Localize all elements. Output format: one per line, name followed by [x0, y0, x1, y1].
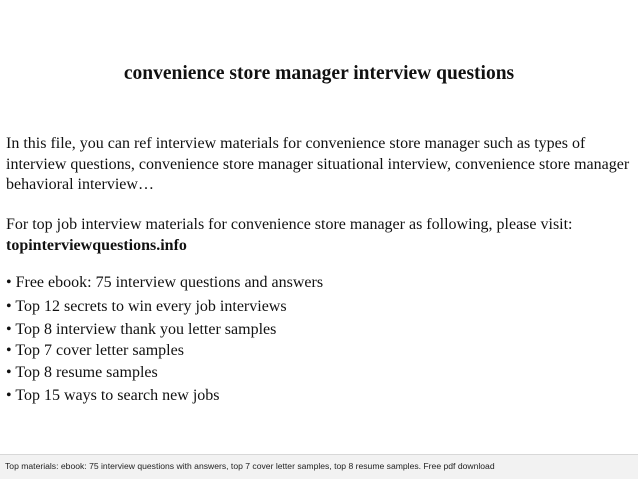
- footer-text: Top materials: ebook: 75 interview questions with answers, top 7 cover letter samples, top 8 resume samples. Free pdf download: [5, 461, 495, 471]
- intro-paragraph: In this file, you can ref interview materials for convenience store manager such as types of interview questions, convenience store manager situational interview, convenience store manager behavioral interview…: [6, 135, 630, 193]
- materials-list: [6, 273, 323, 406]
- list-item: • Top 8 interview thank you letter samples: [6, 321, 277, 338]
- job-materials-text: For top job interview materials for convenience store manager as following, please visit:: [6, 216, 573, 233]
- list-item: • Top 8 resume samples: [6, 364, 158, 381]
- slide-title: convenience store manager interview questions: [123, 63, 515, 84]
- site-link[interactable]: topinterviewquestions.info: [6, 236, 187, 254]
- list-item: • Top 12 secrets to win every job interviews: [6, 297, 287, 315]
- list-item: • Top 15 ways to search new jobs: [6, 386, 220, 404]
- footer-bar: [0, 454, 638, 479]
- list-item: • Free ebook: 75 interview questions and answers: [6, 274, 324, 291]
- list-item: • Top 7 cover letter samples: [6, 341, 184, 359]
- job-materials-paragraph: [6, 215, 634, 256]
